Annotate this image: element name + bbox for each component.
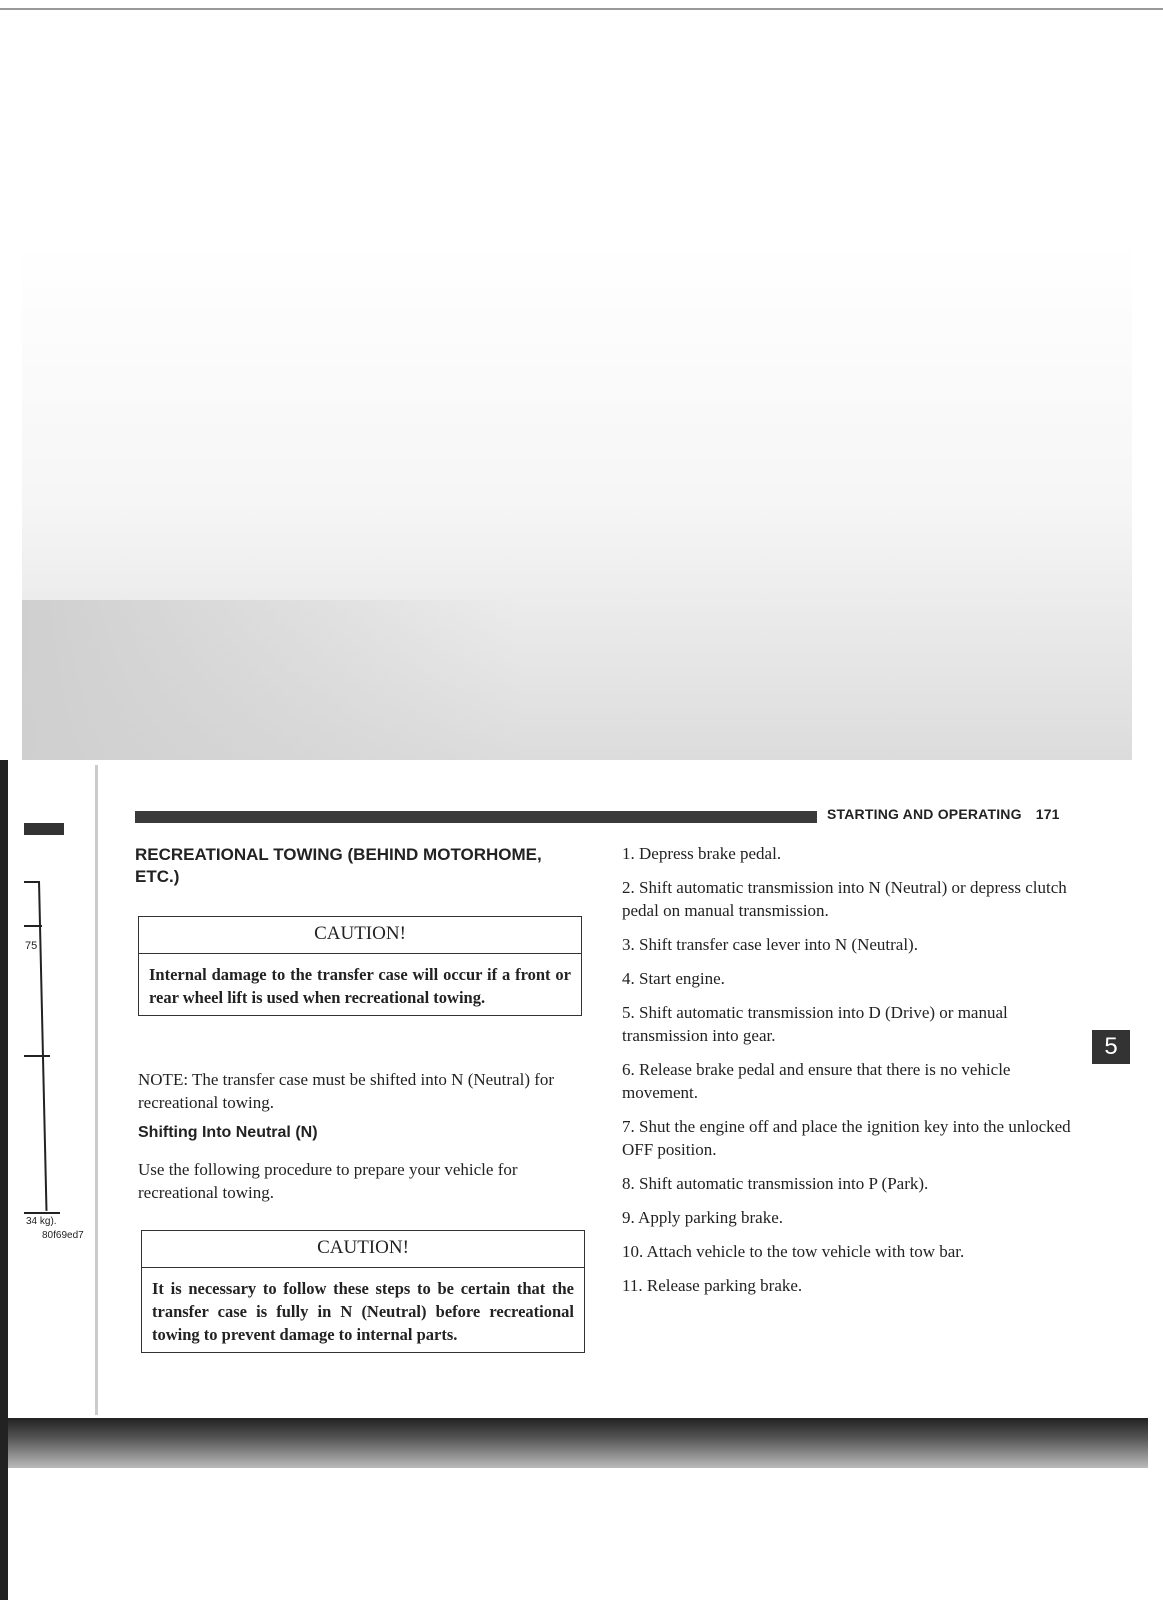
prev-page-line [24,925,42,927]
caution-body: Internal damage to the transfer case will occur if a front or rear wheel lift is used when recreational towing. [149,965,571,1007]
prev-page-text: 75 [25,940,38,952]
prev-page-text: 34 kg). [26,1216,57,1227]
step-item: 9. Apply parking brake. [622,1208,783,1227]
step-item: 11. Release parking brake. [622,1276,803,1295]
procedure-steps [622,842,1080,1308]
chapter-tab: 5 [1092,1030,1130,1064]
scan-bottom-edge [8,1418,1148,1468]
step-item: 5. Shift automatic transmission into D (Drive) or manual transmission into gear. [622,1003,1008,1045]
section-heading: RECREATIONAL TOWING (BEHIND MOTORHOME, ETC.) [135,845,542,886]
prev-page-header-bar [24,823,64,835]
scan-edge [0,760,8,1600]
step-item: 2. Shift automatic transmission into N (Neutral) or depress clutch pedal on manual transmission. [622,878,1067,920]
prev-page-line [24,1212,60,1214]
page-fold [95,765,98,1415]
caution-title: CAUTION! [142,1231,584,1268]
scan-edge-line [0,8,1163,10]
intro-paragraph: Use the following procedure to prepare your vehicle for recreational towing. [138,1160,518,1202]
step-item: 1. Depress brake pedal. [622,844,782,863]
caution-title: CAUTION! [139,917,581,954]
step-item: 4. Start engine. [622,969,725,988]
caution-box [138,916,582,1016]
section-title: STARTING AND OPERATING [827,806,1022,822]
prev-page-code: 80f69ed7 [42,1230,84,1241]
step-item: 3. Shift transfer case lever into N (Neutral). [622,935,918,954]
scan-shadow [22,600,522,760]
caution-body: It is necessary to follow these steps to be certain that the transfer case is fully in N (Neutral) before recreational towing to prevent damage to internal parts. [152,1279,574,1344]
subheading: Shifting Into Neutral (N) [138,1124,318,1141]
note-label: NOTE: [138,1070,189,1089]
step-item: 10. Attach vehicle to the tow vehicle with tow bar. [622,1242,965,1261]
note-text: The transfer case must be shifted into N (Neutral) for recreational towing. [138,1070,555,1112]
step-item: 6. Release brake pedal and ensure that there is no vehicle movement. [622,1060,1011,1102]
prev-page-line [24,1055,50,1057]
header-bar [135,811,817,823]
step-item: 8. Shift automatic transmission into P (Park). [622,1174,929,1193]
caution-box [141,1230,585,1353]
step-item: 7. Shut the engine off and place the ignition key into the unlocked OFF position. [622,1117,1071,1159]
page-header [827,806,1060,822]
note-paragraph [138,1068,590,1114]
page-number: 171 [1035,806,1060,822]
